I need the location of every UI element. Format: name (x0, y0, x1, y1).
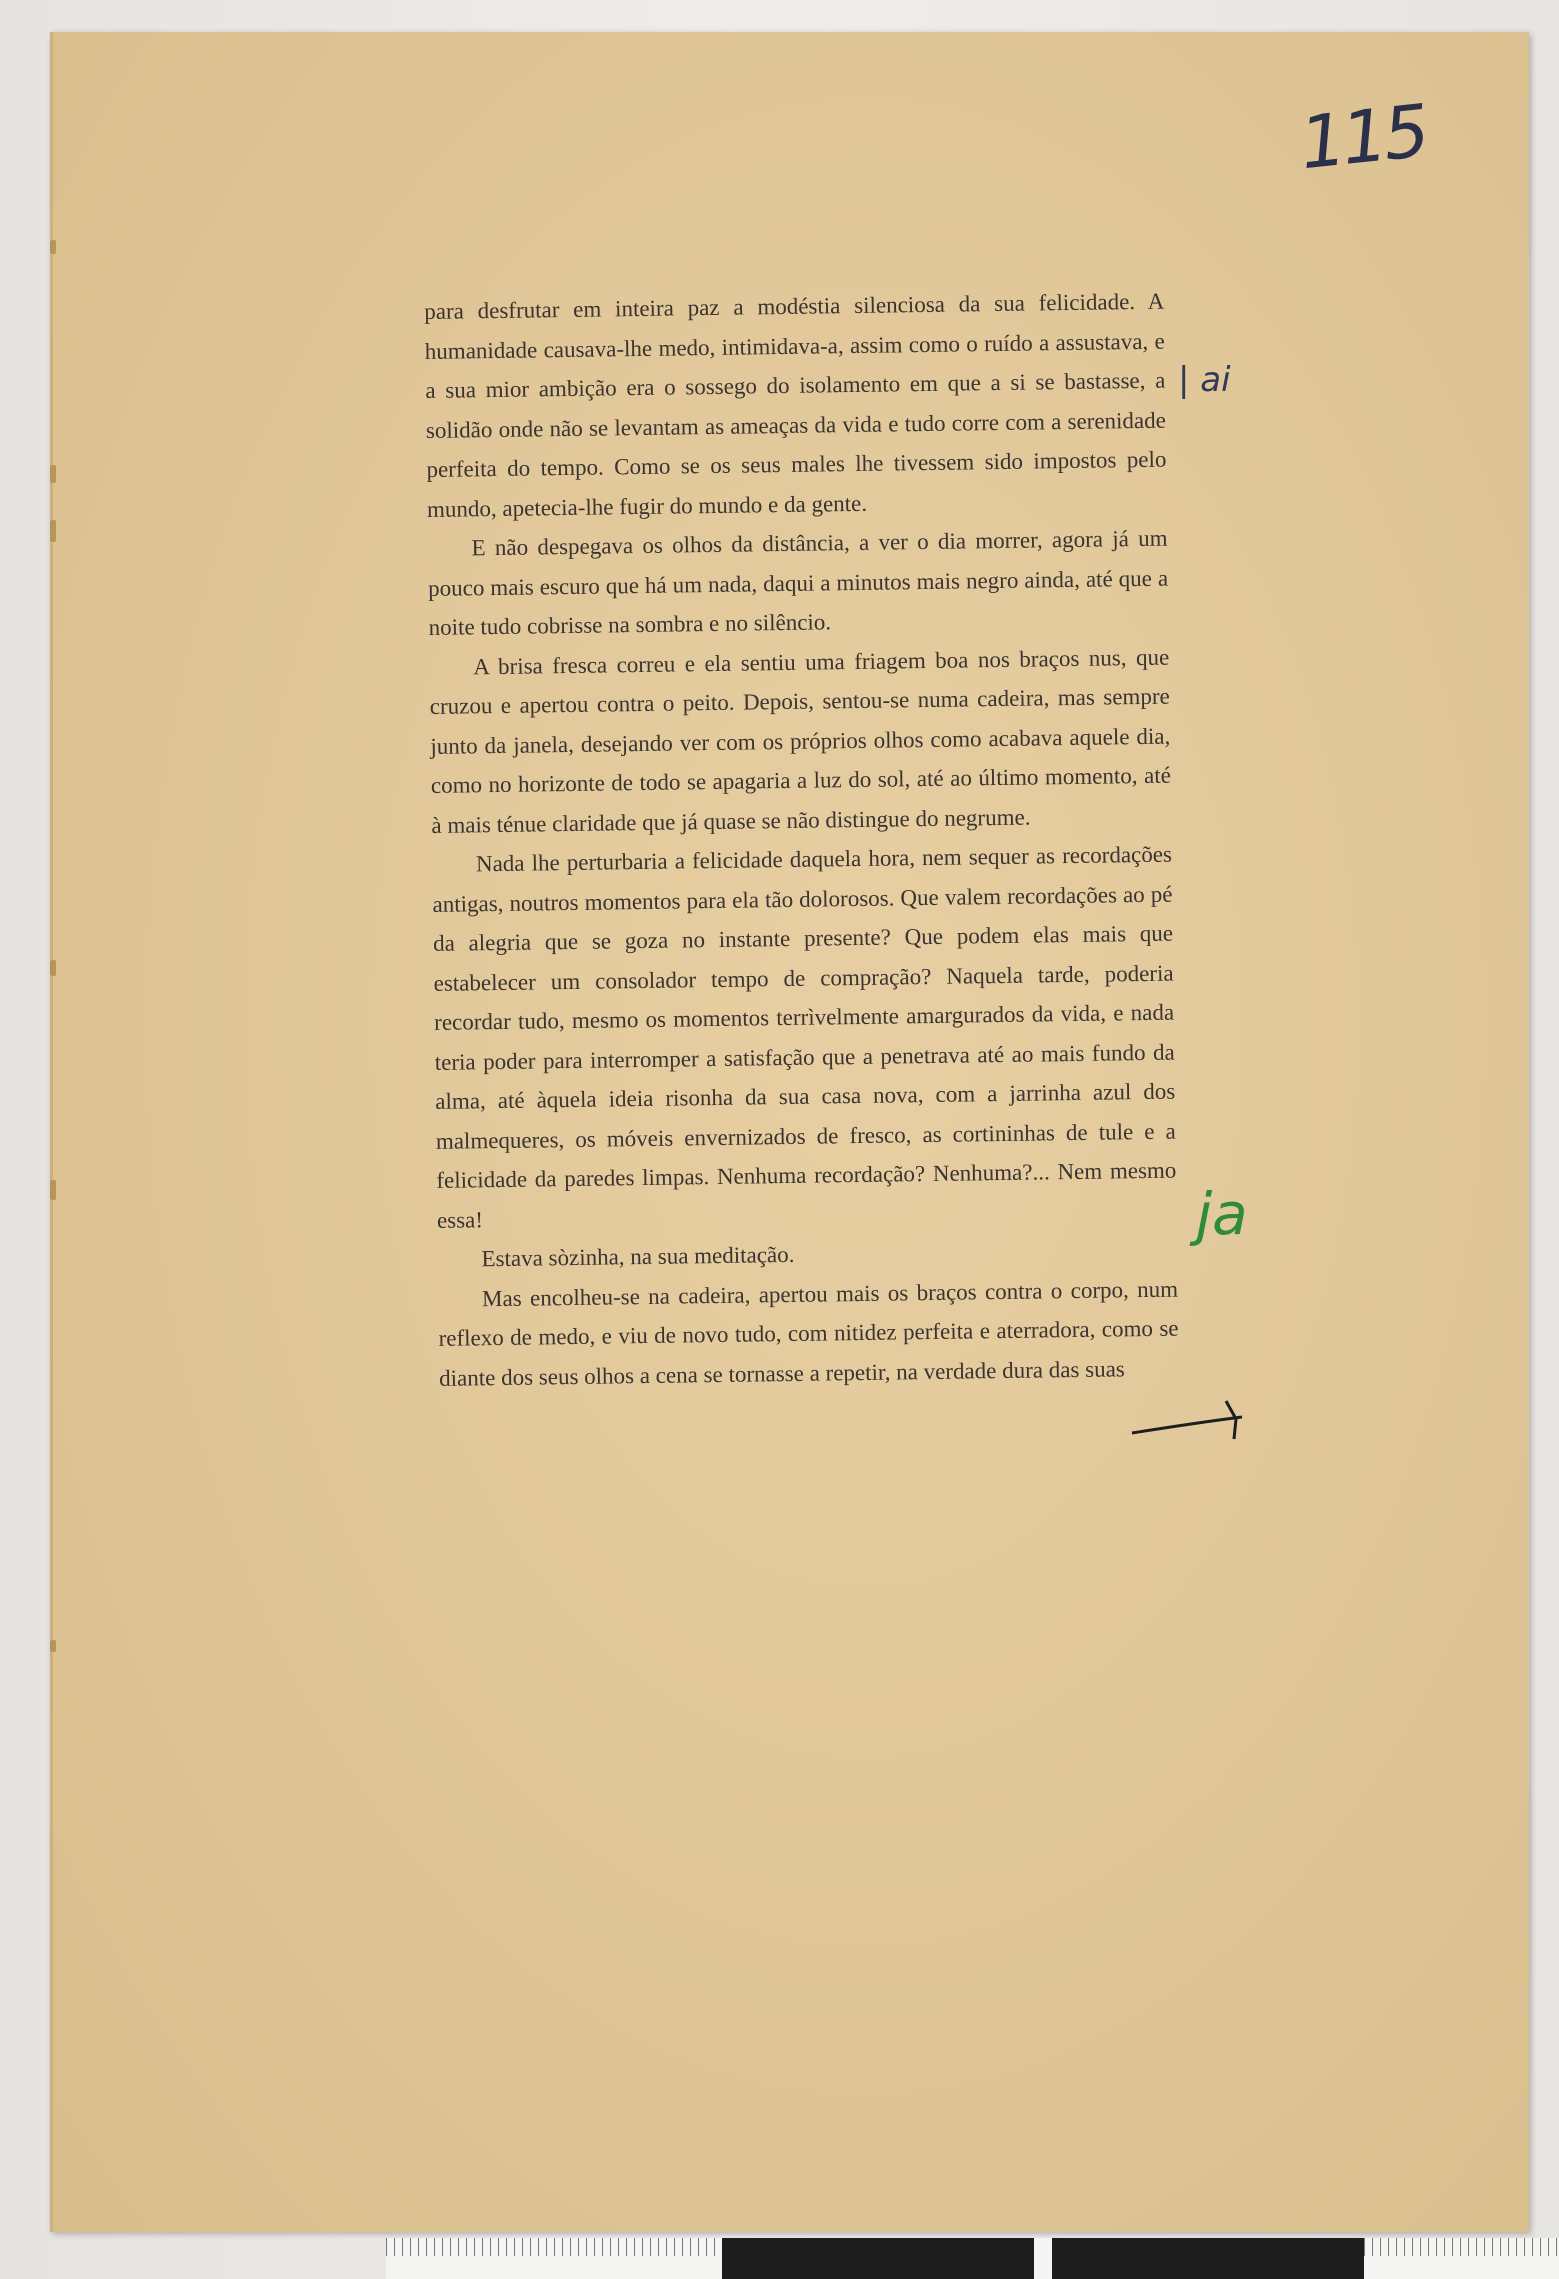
paper-edge-stain (50, 1180, 56, 1200)
margin-correction-ai: | ai (1178, 360, 1231, 400)
document-body (424, 282, 1179, 1398)
ruler-scale (386, 2238, 722, 2279)
paragraph: Estava sòzinha, na sua meditação. (481, 1241, 795, 1272)
paragraph: Mas encolheu-se na cadeira, apertou mais os braços contra o corpo, num reflexo de medo, e viu de novo tudo, com nitidez perfeita e aterradora, como se diante dos seus olhos a cena se tornasse a repetir, na verdade dura das suas (438, 1276, 1179, 1391)
paragraph: para desfrutar em inteira paz a modéstia silenciosa da sua felicidade. A humanidade causava-lhe medo, intimidava-a, assim como o ruído a assustava, e a sua mior ambição era o sossego do isolamento em que a si se bastasse, a solidão onde não se levantam as ameaças da vida e tudo corre com a serenidade perfeita do tempo. Como se os seus males lhe tivessem sido impostos pelo mundo, apetecia-lhe fugir do mundo e da gente. (424, 288, 1167, 522)
paper-edge-stain (50, 240, 56, 254)
paragraph: E não despegava os olhos da distância, a ver o dia morrer, agora já um pouco mais escuro que há um nada, daqui a minutos mais negro ainda, até que a noite tudo cobrisse na sombra e no silêncio. (427, 525, 1169, 640)
ruler-white-patch (1034, 2238, 1052, 2279)
margin-correction-ja: ja (1196, 1180, 1248, 1248)
proofreading-mark-icon (1130, 1395, 1250, 1445)
paper-edge-stain (50, 1640, 56, 1652)
ruler-black-patch (1052, 2238, 1364, 2279)
paragraph: Nada lhe perturbaria a felicidade daquela hora, nem sequer as recordações antigas, noutros momentos para ela tão dolorosos. Que valem recordações ao pé da alegria que se goza no instante presente? Que podem elas mais que estabelecer um consolador tempo de compração? Naquela tarde, poderia recordar tudo, mesmo os momentos terrìvelmente amargurados da vida, e nada teria poder para interromper a satisfação que a penetrava até ao mais fundo da alma, até àquela ideia risonha da sua casa nova, com a jarrinha azul dos malmequeres, os móveis envernizados de fresco, as cortininhas de tule e a felicidade da paredes limpas. Nenhuma recordação? Nenhuma?... Nem mesmo essa! (432, 841, 1177, 1233)
paragraph: A brisa fresca correu e ela sentiu uma friagem boa nos braços nus, que cruzou e apertou contra o peito. Depois, sentou-se numa cadeira, mas sempre junto da janela, desejando ver com os próprios olhos como acabava aquele dia, como no horizonte de todo se apagaria a luz do sol, até ao último momento, até à mais ténue claridade que já quase se não distingue do negrume. (429, 644, 1171, 838)
scan-color-ruler (386, 2238, 1559, 2279)
ruler-scale (1364, 2238, 1559, 2279)
paper-edge-stain (50, 960, 56, 976)
paper-edge-stain (50, 465, 56, 483)
paper-edge-stain (50, 520, 56, 542)
ruler-black-patch (722, 2238, 1034, 2279)
handwritten-page-number: 115 (1295, 88, 1430, 186)
